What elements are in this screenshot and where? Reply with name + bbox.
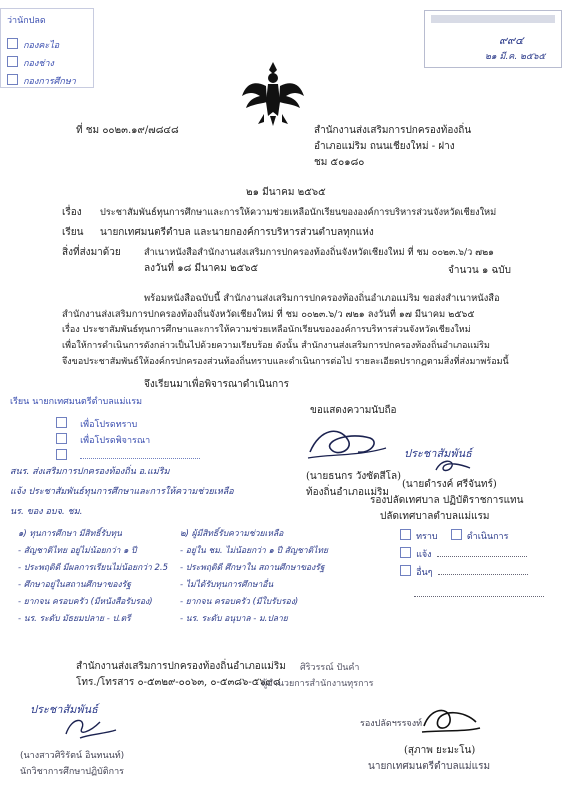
garuda-emblem	[240, 58, 306, 130]
hw-line-3: นร. ของ อบจ. ชม.	[10, 507, 83, 517]
corner-item-0[interactable]: กองคะไอ	[7, 33, 59, 52]
checkbox[interactable]	[400, 529, 411, 540]
to-text: นายกเทศมนตรีตำบล และนายกองค์การบริหารส่วนตำบลทุกแห่ง	[100, 227, 374, 238]
phone: โทร./โทรสาร ๐-๕๓๒๙-๐๐๖๓, ๐-๕๓๘๖-๕๖๙๘	[76, 677, 281, 688]
routing-option-1[interactable]: เพื่อโปรดพิจารณา	[56, 428, 150, 447]
enclosure-count: จำนวน ๑ ฉบับ	[448, 265, 511, 276]
body-line-1: พร้อมหนังสือฉบับนี้ สำนักงานส่งเสริมการปกครองท้องถิ่นอำเภอแม่ริม ขอส่งสำเนาหนังสือ	[144, 293, 500, 304]
checkbox[interactable]	[400, 547, 411, 558]
hw-column-1: ๑) ทุนการศึกษา มีสิทธิ์รับทุน - สัญชาติไทย อยู่ไม่น้อยกว่า ๑ ปี - ประพฤติดี มีผลการเรียนไม่น้อยกว่า 2.5 - ศึกษาอยู่ในสถานศึกษาของรัฐ - ยากจน ครอบครัว (มีหนังสือรับรอง) - นร. ระดับ มัธยมปลาย - ป.ตรี	[18, 529, 169, 624]
sender-line-1: สำนักงานส่งเสริมการปกครองท้องถิ่น	[314, 125, 472, 136]
bottom-right-signature	[414, 702, 484, 738]
bottom-right-label: รองปลัดฯรรจงท์	[360, 719, 423, 729]
enclosure-label: สิ่งที่ส่งมาด้วย	[62, 247, 121, 258]
signer-title: ท้องถิ่นอำเภอแม่ริม	[306, 487, 390, 498]
signer-name: (นายธนกร วังซัตสีโล)	[306, 471, 402, 482]
regards: ขอแสดงความนับถือ	[310, 405, 397, 416]
checkbox[interactable]	[400, 565, 411, 576]
approval-title-1: รองปลัดเทศบาล ปฏิบัติราชการแทน	[370, 495, 524, 506]
stamp-header-bar	[431, 15, 555, 23]
receive-stamp	[424, 10, 562, 68]
corner-routing-stamp	[0, 8, 94, 88]
approval-signature	[430, 456, 480, 476]
hw-column-2: ๒) ผู้มีสิทธิ์รับความช่วยเหลือ - อยู่ใน ชม. ไม่น้อยกว่า ๑ ปี สัญชาติไทย - ประพฤติดี ศึกษาใน สถานศึกษาของรัฐ - ไม่ได้รับทุนการศึกษาอื่น - ยากจน ครอบครัว (มีใบรับรอง) - นร. ระดับ อนุบาล - ม.ปลาย	[180, 529, 329, 624]
approval-note: ประชาสัมพันธ์	[404, 447, 472, 460]
hw-line-2: แจ้ง ประชาสัมพันธ์ทุนการศึกษาและการให้ความช่วยเหลือ	[10, 487, 234, 497]
to-label: เรียน	[62, 227, 84, 238]
sender-line-3: ชม ๕๐๑๘๐	[314, 157, 365, 168]
hw-line-1: สนร. ส่งเสริมการปกครองท้องถิ่น อ.แม่ริม	[10, 467, 170, 477]
routing-to: เรียน นายกเทศมนตรีตำบลแม่แรม	[10, 397, 143, 407]
check-row[interactable]: แจ้ง	[400, 542, 550, 560]
routing-option-2[interactable]	[56, 444, 200, 463]
checkbox[interactable]	[7, 74, 18, 85]
approval-title-2: ปลัดเทศบาลตำบลแม่แรม	[380, 511, 490, 522]
corner-item-1[interactable]: กองช่าง	[7, 51, 54, 70]
checkbox[interactable]	[56, 433, 67, 444]
body-line-3: เรื่อง ประชาสัมพันธ์ทุนการศึกษาและการให้ความช่วยเหลือนักเรียนขององค์การบริหารส่วนจังหวัดเชียงใหม่	[62, 325, 471, 335]
bottom-note: ประชาสัมพันธ์	[30, 703, 98, 716]
corner-stamp-header: ว่านักปลด	[7, 16, 46, 26]
checkbox[interactable]	[56, 417, 67, 428]
bottom-right-name: (สุภาพ ยะมะโน)	[404, 745, 476, 756]
check-row[interactable]: อื่นๆ	[400, 560, 550, 578]
center-name: ศิริวรรณ์ ปันคำ	[300, 663, 360, 673]
body-line-2: สำนักงานส่งเสริมการปกครองท้องถิ่นจังหวัดเชียงใหม่ ที่ ชม ๐๐๒๓.๖/ว ๗๒๑ ลงวันที่ ๑๗ มีนาคม ๒๕๖๕	[62, 309, 475, 320]
bottom-left-name: (นางสาวศิริรัตน์ อินทนนท์)	[20, 751, 125, 761]
office-footer: สำนักงานส่งเสริมการปกครองท้องถิ่นอำเภอแม่ริม	[76, 661, 286, 672]
corner-item-2[interactable]: กองการศึกษา	[7, 69, 76, 88]
center-title: ผู้อำนวยการสำนักงานทุรการ	[262, 679, 374, 689]
receive-date: ๒๑ มี.ค. ๒๕๖๕	[485, 52, 546, 62]
subject-label: เรื่อง	[62, 207, 82, 218]
bottom-left-signature	[60, 712, 120, 742]
body-line-5: จึงขอประชาสัมพันธ์ให้องค์กรปกครองส่วนท้องถิ่นทราบและดำเนินการต่อไป รายละเอียดปรากฏตามสิ่งที่ส่งมาพร้อมนี้	[62, 357, 509, 367]
routing-stamp	[10, 394, 250, 456]
enclosure-line-1: สำเนาหนังสือสำนักงานส่งเสริมการปกครองท้องถิ่นจังหวัดเชียงใหม่ ที่ ชม ๐๐๒๓.๖/ว ๗๒๑	[144, 247, 494, 258]
closing-request: จึงเรียนมาเพื่อพิจารณาดำเนินการ	[144, 379, 290, 390]
subject-text: ประชาสัมพันธ์ทุนการศึกษาและการให้ความช่วยเหลือนักเรียนขององค์การบริหารส่วนจังหวัดเชียงใหม่	[100, 207, 497, 218]
checkbox[interactable]	[7, 56, 18, 67]
signer-signature	[300, 418, 390, 466]
checkbox[interactable]	[451, 529, 462, 540]
check-row[interactable]: ทราบ ดำเนินการ	[400, 524, 550, 542]
approval-checks	[400, 524, 550, 597]
ref-number: ที่ ชม ๐๐๒๓.๑๙/๗๘๔๘	[76, 125, 179, 136]
bottom-left-title: นักวิชาการศึกษาปฏิบัติการ	[20, 767, 124, 777]
enclosure-line-2: ลงวันที่ ๑๘ มีนาคม ๒๕๖๕	[144, 263, 259, 274]
approval-name: (นายดำรงค์ ศรีจันทร์)	[402, 479, 497, 490]
body-line-4: เพื่อให้การดำเนินการดังกล่าวเป็นไปด้วยความเรียบร้อย ดังนั้น สำนักงานส่งเสริมการปกครองท้องถิ่นอำเภอแม่ริม	[62, 341, 490, 351]
checkbox[interactable]	[7, 38, 18, 49]
receive-number: ๙๙๔	[499, 34, 524, 47]
routing-option-0[interactable]: เพื่อโปรดทราบ	[56, 412, 137, 431]
letter-date: ๒๑ มีนาคม ๒๕๖๕	[246, 187, 326, 198]
bottom-right-title: นายกเทศมนตรีตำบลแม่แรม	[368, 761, 491, 772]
checkbox[interactable]	[56, 449, 67, 460]
sender-line-2: อำเภอแม่ริม ถนนเชียงใหม่ - ฝาง	[314, 141, 455, 152]
